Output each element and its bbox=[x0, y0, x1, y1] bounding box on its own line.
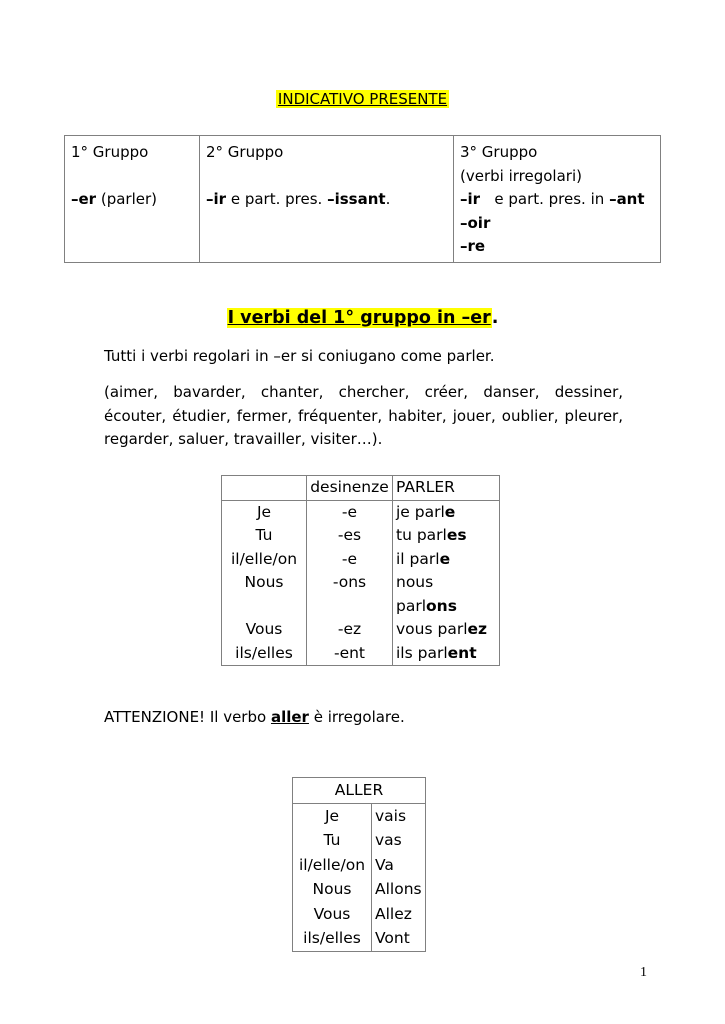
conjugation-pronoun: Vous bbox=[222, 618, 307, 642]
conjugation-pronoun: Je bbox=[222, 500, 307, 524]
group-1-suffix: –er bbox=[71, 190, 97, 208]
aller-form: vas bbox=[372, 828, 426, 853]
conjugation-row bbox=[222, 618, 500, 642]
conjugation-form bbox=[393, 618, 500, 642]
section-title bbox=[0, 306, 725, 330]
aller-table bbox=[292, 777, 426, 952]
group-1-cell bbox=[65, 136, 200, 263]
conjugation-form-stem: nous parl bbox=[396, 573, 434, 615]
page-title bbox=[0, 89, 725, 109]
page-number: 1 bbox=[640, 965, 647, 980]
conjugation-form-ending: e bbox=[439, 549, 451, 568]
attention-verb: aller bbox=[270, 708, 309, 726]
group-1-example: (parler) bbox=[100, 190, 158, 208]
aller-row bbox=[293, 902, 426, 927]
examples-paragraph: (aimer, bavarder, chanter, chercher, créer, danser, dessiner, écouter, étudier, fermer, fréquenter, habiter, jouer, oublier, pleurer, regarder, saluer, travailler, visiter…). bbox=[104, 383, 623, 448]
conjugation-ending: -ons bbox=[307, 571, 393, 618]
conjugation-row bbox=[222, 524, 500, 548]
section-title-dot: . bbox=[491, 308, 499, 328]
conjugation-form-stem: tu parl bbox=[396, 526, 447, 544]
group-3-header: 3° Gruppo bbox=[460, 143, 538, 161]
group-3-line-2 bbox=[460, 212, 654, 236]
conjugation-form-stem: ils parl bbox=[396, 643, 448, 662]
group-2-end: –issant bbox=[327, 190, 386, 208]
aller-pronoun: Tu bbox=[293, 828, 372, 853]
conjugation-pronoun: il/elle/on bbox=[222, 548, 307, 572]
conjugation-body bbox=[222, 500, 500, 666]
conjugation-pronoun: Nous bbox=[222, 571, 307, 618]
aller-header: ALLER bbox=[293, 778, 426, 804]
groups-table bbox=[64, 135, 661, 263]
conjugation-table bbox=[221, 475, 500, 666]
conjugation-ending: -e bbox=[307, 548, 393, 572]
conjugation-ending: -e bbox=[307, 500, 393, 524]
group-3-line-1 bbox=[460, 188, 654, 212]
aller-pronoun: Je bbox=[293, 803, 372, 828]
conjugation-form bbox=[393, 524, 500, 548]
conjugation-pronoun: ils/elles bbox=[222, 642, 307, 666]
conjugation-form-ending: ez bbox=[467, 620, 488, 638]
aller-header-row bbox=[293, 778, 426, 804]
conjugation-row bbox=[222, 571, 500, 618]
conjugation-row bbox=[222, 500, 500, 524]
aller-body bbox=[293, 803, 426, 951]
conjugation-form bbox=[393, 548, 500, 572]
aller-form: Va bbox=[372, 853, 426, 878]
group-3-line-3 bbox=[460, 235, 654, 259]
conjugation-ending: -ez bbox=[307, 618, 393, 642]
group-3-middle: e part. pres. in bbox=[494, 190, 605, 208]
aller-form: Allons bbox=[372, 877, 426, 902]
conjugation-header-pronoun bbox=[222, 476, 307, 501]
group-3-ir: –ir bbox=[460, 190, 481, 208]
page-title-text: INDICATIVO PRESENTE bbox=[277, 90, 448, 108]
aller-row bbox=[293, 803, 426, 828]
conjugation-pronoun: Tu bbox=[222, 524, 307, 548]
group-2-cell bbox=[200, 136, 454, 263]
conjugation-row bbox=[222, 548, 500, 572]
group-3-sub: (verbi irregolari) bbox=[460, 166, 582, 185]
group-3-oir: –oir bbox=[460, 213, 491, 232]
attention-line bbox=[104, 706, 623, 730]
group-2-suffix: –ir bbox=[206, 190, 227, 208]
aller-pronoun: Nous bbox=[293, 877, 372, 902]
conjugation-form-stem: je parl bbox=[396, 502, 445, 521]
aller-row bbox=[293, 926, 426, 951]
group-2-header: 2° Gruppo bbox=[206, 143, 284, 161]
group-1-suffix-line bbox=[71, 188, 193, 212]
aller-form: Allez bbox=[372, 902, 426, 927]
group-1-header: 1° Gruppo bbox=[71, 143, 149, 161]
group-2-middle: e part. pres. bbox=[230, 190, 323, 208]
aller-pronoun: ils/elles bbox=[293, 926, 372, 951]
aller-row bbox=[293, 853, 426, 878]
attention-text-a: ATTENZIONE! Il verbo bbox=[104, 708, 267, 726]
aller-pronoun: Vous bbox=[293, 902, 372, 927]
attention-text-b: è irregolare. bbox=[313, 708, 405, 726]
conjugation-header-row bbox=[222, 476, 500, 501]
conjugation-form-ending: ent bbox=[447, 643, 477, 662]
conjugation-form-ending: e bbox=[444, 502, 456, 521]
conjugation-form bbox=[393, 642, 500, 666]
conjugation-ending: -es bbox=[307, 524, 393, 548]
group-2-suffix-line bbox=[206, 188, 447, 212]
aller-row bbox=[293, 828, 426, 853]
aller-row bbox=[293, 877, 426, 902]
conjugation-header-verb: PARLER bbox=[393, 476, 500, 501]
conjugation-ending: -ent bbox=[307, 642, 393, 666]
conjugation-form-stem: vous parl bbox=[396, 620, 468, 638]
conjugation-form-ending: ons bbox=[426, 596, 457, 615]
conjugation-form bbox=[393, 571, 500, 618]
conjugation-row bbox=[222, 642, 500, 666]
aller-form: vais bbox=[372, 803, 426, 828]
conjugation-form-stem: il parl bbox=[396, 549, 440, 568]
intro-paragraph: Tutti i verbi regolari in –er si coniugano come parler. bbox=[104, 347, 495, 365]
section-title-text: I verbi del 1° gruppo in –er bbox=[227, 308, 491, 328]
conjugation-header-endings: desinenze bbox=[307, 476, 393, 501]
conjugation-form bbox=[393, 500, 500, 524]
aller-form: Vont bbox=[372, 926, 426, 951]
group-3-re: –re bbox=[460, 237, 486, 255]
group-2-dot: . bbox=[385, 190, 391, 208]
aller-pronoun: il/elle/on bbox=[293, 853, 372, 878]
conjugation-form-ending: es bbox=[446, 526, 467, 544]
group-3-cell bbox=[454, 136, 661, 263]
group-3-ant: –ant bbox=[609, 190, 645, 208]
